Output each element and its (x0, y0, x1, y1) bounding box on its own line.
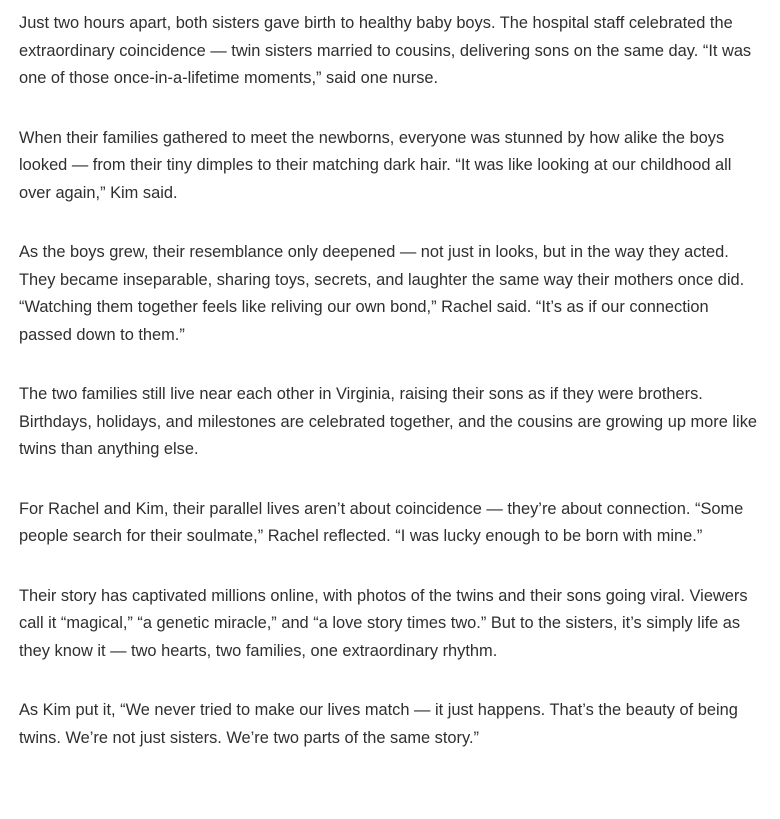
paragraph-3: As the boys grew, their resemblance only deepened — not just in looks, but in the way they acted. They became inseparable, sharing toys, secrets, and laughter the same way their mothers once did. “Watching them together feels like reliving our own bond,” Rachel said. “It’s as if our connection passed down to them.” (19, 243, 745, 344)
article-body (19, 10, 764, 784)
paragraph-4: The two families still live near each other in Virginia, raising their sons as if they were brothers. Birthdays, holidays, and milestones are celebrated together, and the cousins are growing up more like twins than anything else. (19, 385, 758, 458)
paragraph-7: As Kim put it, “We never tried to make our lives match — it just happens. That’s the beauty of being twins. We’re not just sisters. We’re two parts of the same story.” (19, 701, 738, 747)
paragraph-2: When their families gathered to meet the newborns, everyone was stunned by how alike the boys looked — from their tiny dimples to their matching dark hair. “It was like looking at our childhood all over again,” Kim said. (19, 128, 732, 202)
paragraph-5: For Rachel and Kim, their parallel lives aren’t about coincidence — they’re about connection. “Some people search for their soulmate,” Rachel reflected. “I was lucky enough to be born with mine.” (19, 499, 744, 545)
paragraph-6: Their story has captivated millions online, with photos of the twins and their sons going viral. Viewers call it “magical,” “a genetic miracle,” and “a love story times two.” But to the sisters, it’s simply life as they know it — two hearts, two families, one extraordinary rhythm. (19, 586, 748, 660)
paragraph-1: Just two hours apart, both sisters gave birth to healthy baby boys. The hospital staff celebrated the extraordinary coincidence — twin sisters married to cousins, delivering sons on the same day. “It was one of those once-in-a-lifetime moments,” said one nurse. (19, 14, 752, 87)
